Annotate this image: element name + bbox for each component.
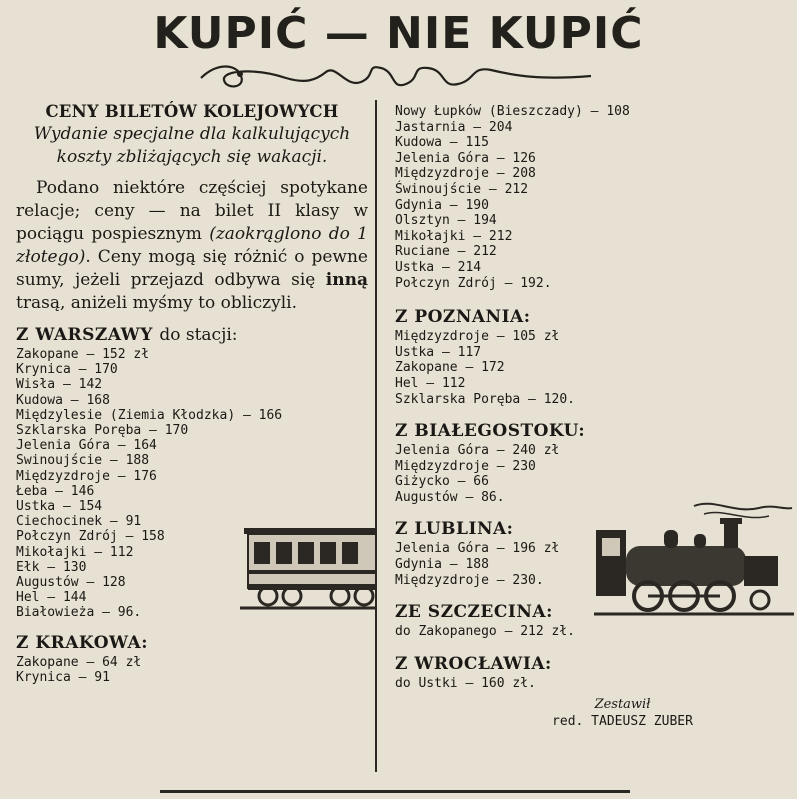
section-title-lublin: Z LUBLINA: xyxy=(395,519,514,540)
section-title-krakow: Z KRAKOWA: xyxy=(16,632,149,653)
list-item: Międzyzdroje — 176 xyxy=(16,468,157,484)
list-item: Giżycko — 66 xyxy=(395,474,489,490)
list-item: Krynica — 170 xyxy=(16,362,118,378)
list-item: Olsztyn — 194 xyxy=(395,213,497,229)
credit-label: Zestawił xyxy=(594,697,651,713)
list-item: Szklarska Poręba — 170 xyxy=(16,423,189,439)
szczecin-list xyxy=(395,624,790,640)
list-item: Jelenia Góra — 240 zł xyxy=(395,443,560,459)
list-item: Świnoujście — 212 xyxy=(395,181,529,197)
list-item: Ustka — 214 xyxy=(395,259,482,275)
section-title-warszawa-main: Z WARSZAWY xyxy=(16,325,153,345)
intro-text-3: trasą, aniżeli myśmy to obliczyli. xyxy=(16,293,297,313)
list-item: Międzyzdroje — 208 xyxy=(395,166,536,182)
intro-bold: inną xyxy=(325,270,368,290)
intro-italic: (zaokrąglono do 1 złotego) xyxy=(16,224,368,267)
list-item: Krynica — 91 xyxy=(16,669,110,685)
list-item: Międzyzdroje — 230. xyxy=(395,572,544,588)
section-title-bialystok: Z BIAŁEGOSTOKU: xyxy=(395,421,586,442)
intro-text-2: . Ceny mogą się różnić o pewne sumy, jeżeli przejazd odbywa się xyxy=(16,247,368,290)
list-item: Łeba — 146 xyxy=(16,483,95,499)
list-item: Międzyzdroje — 105 zł xyxy=(395,329,560,345)
article-subtitle: Wydanie specjalne dla kalkulujących koszty zbliżających się wakacji. xyxy=(33,124,351,167)
list-item: Wisła — 142 xyxy=(16,377,103,393)
right-column xyxy=(395,104,790,729)
list-item: Połczyn Zdrój — 158 xyxy=(16,529,165,545)
section-title-poznan: Z POZNANIA: xyxy=(395,307,531,328)
list-item: Ciechocinek — 91 xyxy=(16,514,142,530)
list-item: Połczyn Zdrój — 192. xyxy=(395,275,552,291)
list-item: do Zakopanego — 212 zł. xyxy=(395,624,576,640)
list-item: do Ustki — 160 zł. xyxy=(395,675,536,691)
section-title-warszawa xyxy=(16,325,368,345)
column-divider xyxy=(375,100,377,772)
poznan-list xyxy=(395,329,790,407)
list-item: Kudowa — 168 xyxy=(16,392,110,408)
list-item: Międzylesie (Ziemia Kłodzka) — 166 xyxy=(16,407,283,423)
section-title-warszawa-suffix: do stacji: xyxy=(159,325,238,345)
list-item: Jelenia Góra — 164 xyxy=(16,438,157,454)
list-item: Zakopane — 64 zł xyxy=(16,654,142,670)
list-item: Augustów — 86. xyxy=(395,489,505,505)
list-item: Białowieża — 96. xyxy=(16,605,142,621)
wroclaw-list xyxy=(395,676,790,692)
list-item: Ustka — 154 xyxy=(16,499,103,515)
list-item: Szklarska Poręba — 120. xyxy=(395,391,576,407)
section-title-wroclaw: Z WROCŁAWIA: xyxy=(395,653,552,674)
list-item: Gdynia — 190 xyxy=(395,197,489,213)
list-item: Kudowa — 115 xyxy=(395,135,489,151)
krakow-continued-list xyxy=(395,104,790,291)
list-item: Hel — 112 xyxy=(395,375,466,391)
intro-paragraph xyxy=(16,177,368,315)
list-item: Swinoujście — 188 xyxy=(16,453,150,469)
list-item: Ustka — 117 xyxy=(395,344,482,360)
ornament-flourish xyxy=(196,58,596,98)
list-item: Ełk — 130 xyxy=(16,559,87,575)
list-item: Mikołajki — 112 xyxy=(16,544,134,560)
list-item: Mikołajki — 212 xyxy=(395,228,513,244)
krakow-list xyxy=(16,655,368,685)
list-item: Ruciane — 212 xyxy=(395,244,497,260)
steam-locomotive-illustration xyxy=(594,496,794,620)
list-item: Augustów — 128 xyxy=(16,575,126,591)
list-item: Jelenia Góra — 196 zł xyxy=(395,541,560,557)
list-item: Międzyzdroje — 230 xyxy=(395,458,536,474)
list-item: Zakopane — 152 zł xyxy=(16,347,150,362)
list-item: Jelenia Góra — 126 xyxy=(395,150,536,166)
list-item: Jastarnia — 204 xyxy=(395,119,513,135)
section-title-szczecin: ZE SZCZECINA: xyxy=(395,602,553,623)
intro-text-1: Podano niektóre częściej spotykane relacje; ceny — na bilet II klasy w pociągu pospiesznym xyxy=(16,178,368,244)
article-heading: CENY BILETÓW KOLEJOWYCH xyxy=(45,102,339,121)
list-item: Gdynia — 188 xyxy=(395,557,489,573)
list-item: Hel — 144 xyxy=(16,590,87,606)
bottom-rule xyxy=(160,790,630,793)
railway-carriage-illustration xyxy=(240,520,376,616)
credit-name: red. TADEUSZ ZUBER xyxy=(552,714,693,730)
list-item: Zakopane — 172 xyxy=(395,360,505,376)
masthead: KUPIĆ — NIE KUPIĆ xyxy=(153,8,644,59)
list-item: Nowy Łupków (Bieszczady) — 108 xyxy=(395,104,630,119)
